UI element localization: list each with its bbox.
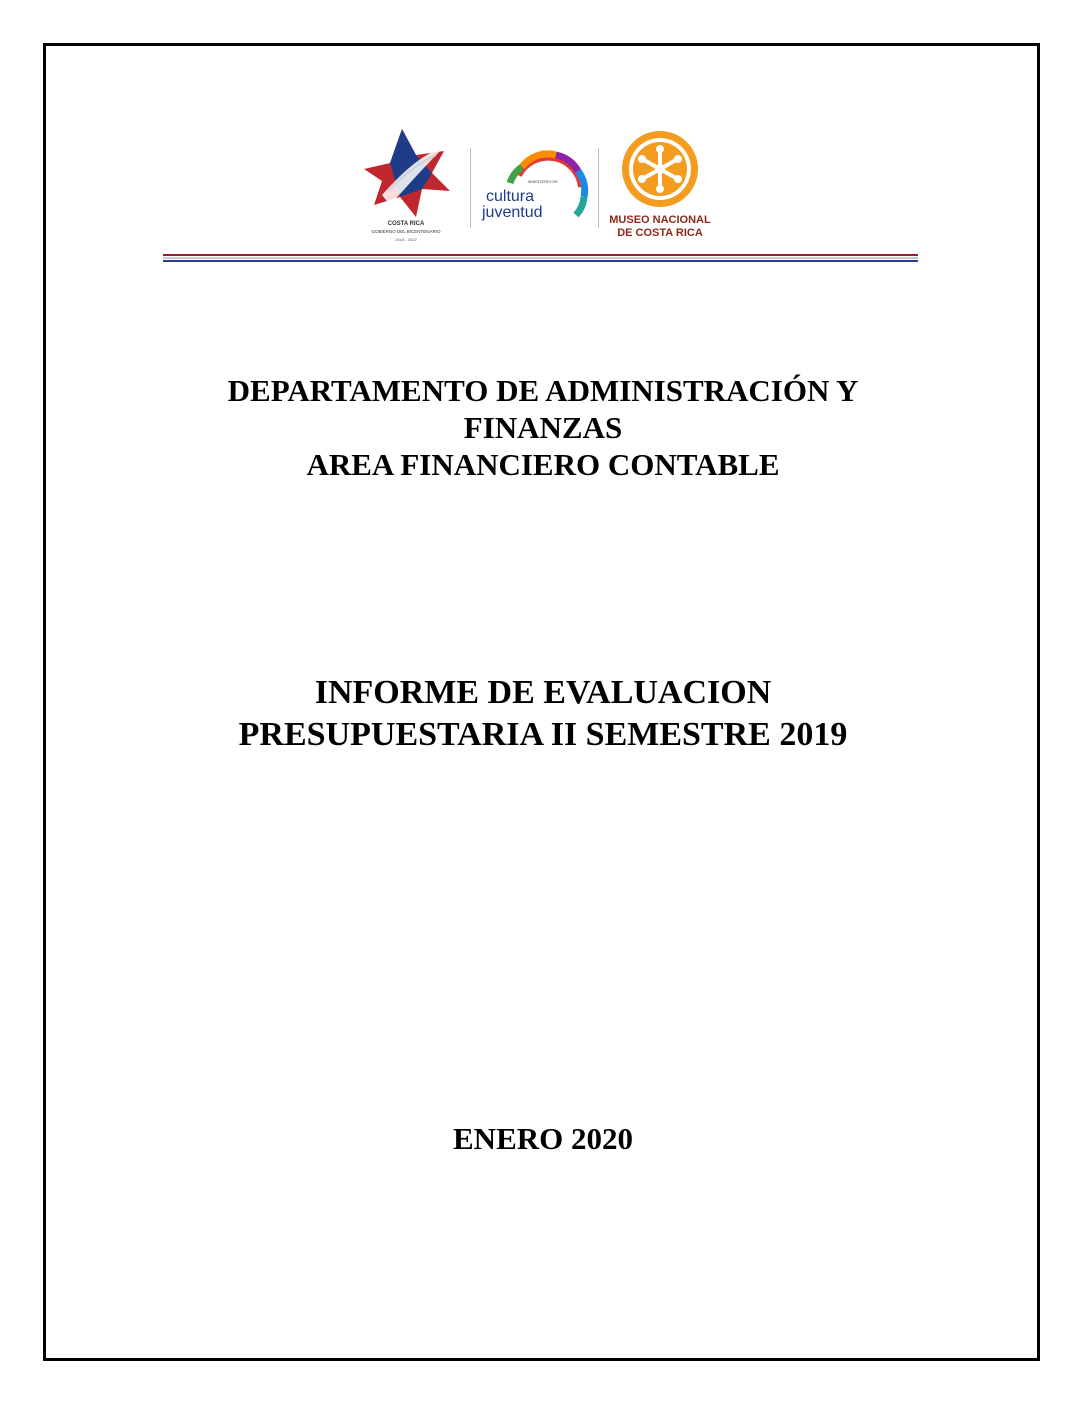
svg-text:GOBIERNO DEL BICENTENARIO: GOBIERNO DEL BICENTENARIO (371, 229, 441, 234)
logo-divider (598, 148, 599, 228)
report-title-line-1: INFORME DE EVALUACION (314, 674, 772, 711)
museo-nacional-emblem-icon (622, 131, 698, 207)
svg-text:DE COSTA RICA: DE COSTA RICA (617, 227, 703, 239)
svg-text:COSTA RICA: COSTA RICA (387, 221, 425, 227)
svg-text:juventud: juventud (482, 204, 543, 221)
department-heading (60, 372, 1026, 483)
costa-rica-star-icon (364, 129, 450, 217)
svg-text:MUSEO NACIONAL: MUSEO NACIONAL (609, 214, 711, 226)
report-title (60, 672, 1026, 756)
svg-text:MINISTERIO DE: MINISTERIO DE (528, 179, 559, 184)
svg-text:cultura: cultura (486, 188, 535, 205)
department-line-1: DEPARTAMENTO DE ADMINISTRACIÓN Y (227, 373, 859, 408)
svg-text:2018 - 2022: 2018 - 2022 (395, 237, 417, 242)
logo-divider (470, 148, 471, 228)
department-line-3: AREA FINANCIERO CONTABLE (306, 447, 780, 482)
department-line-2: FINANZAS (463, 410, 623, 445)
report-date: ENERO 2020 (453, 1121, 633, 1156)
institution-logos (360, 125, 730, 245)
header-color-band (163, 254, 918, 262)
report-title-line-2: PRESUPUESTARIA II SEMESTRE 2019 (238, 716, 848, 753)
